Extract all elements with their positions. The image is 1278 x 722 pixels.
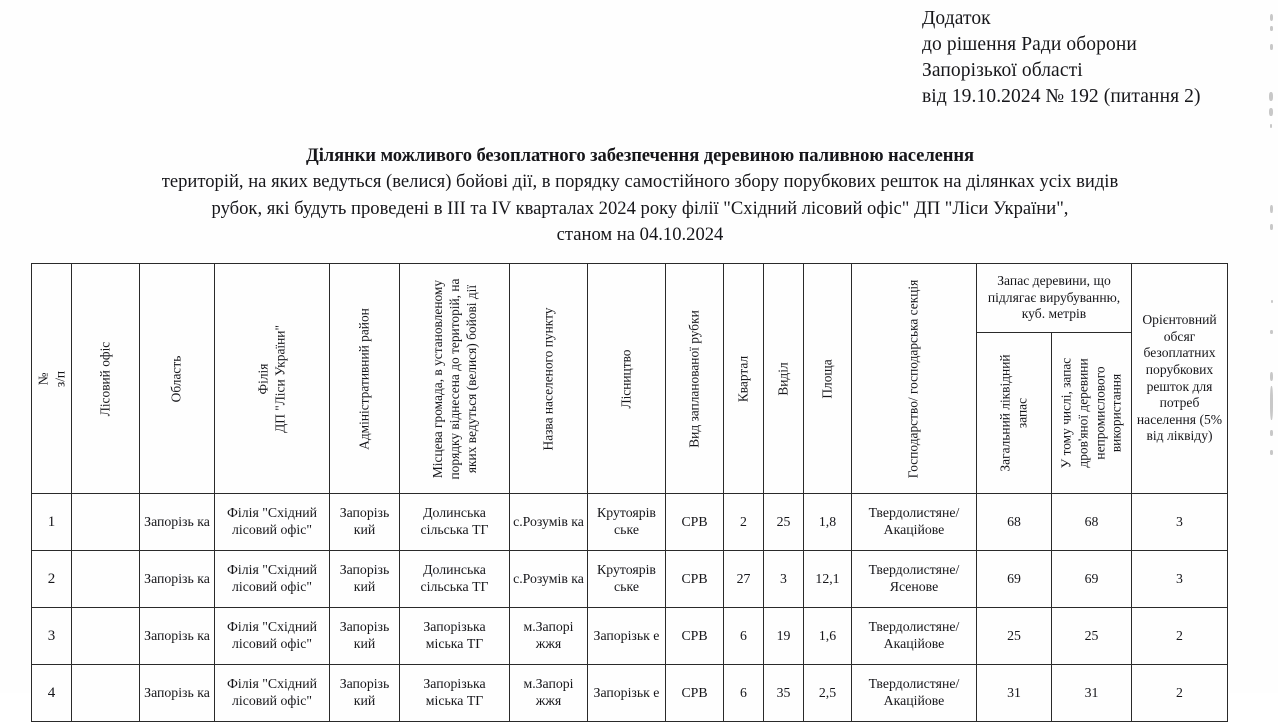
- col-header-branch: [215, 264, 330, 494]
- cell-area: 12,1: [804, 551, 852, 608]
- cell-admin-district: Запорізь кий: [330, 551, 400, 608]
- col-header-plot-label: Виділ: [775, 361, 791, 396]
- cell-stock-total: 31: [977, 665, 1052, 722]
- table-body: [32, 494, 1228, 722]
- table-row: [32, 494, 1228, 551]
- cell-quarter: 6: [724, 665, 764, 722]
- cell-community: Долинська сільська ТГ: [400, 551, 510, 608]
- cell-plot: 19: [764, 608, 804, 665]
- cell-stock-firewood: 69: [1052, 551, 1132, 608]
- col-header-admin-district: [330, 264, 400, 494]
- col-header-economy-section: [852, 264, 977, 494]
- cell-quarter: 27: [724, 551, 764, 608]
- col-header-oblast-label: Область: [168, 355, 184, 402]
- cell-oblast: Запорізь ка: [140, 551, 215, 608]
- col-header-stock-firewood: [1052, 333, 1132, 494]
- addressee-line-3: Запорізької області: [922, 59, 1083, 81]
- cell-stock-total: 25: [977, 608, 1052, 665]
- cell-settlement: с.Розумів ка: [510, 494, 588, 551]
- col-header-stock-group: [977, 264, 1132, 333]
- cell-admin-district: Запорізь кий: [330, 608, 400, 665]
- cell-forest-office: [72, 551, 140, 608]
- col-header-plot: [764, 264, 804, 494]
- cell-plot: 35: [764, 665, 804, 722]
- cell-economy-section: Твердолистяне/ Акацiйове: [852, 608, 977, 665]
- cell-estimated-volume: 3: [1132, 494, 1228, 551]
- col-header-branch-line1: Філія: [255, 363, 271, 394]
- cell-branch: Філія "Східний лісовий офіс": [215, 608, 330, 665]
- col-header-index-line1: №: [34, 372, 50, 385]
- cell-area: 1,6: [804, 608, 852, 665]
- col-header-community: [400, 264, 510, 494]
- cell-forestry: Крутоярів ське: [588, 494, 666, 551]
- cell-settlement: м.Запорі жжя: [510, 608, 588, 665]
- cell-forestry: Запорізьк е: [588, 608, 666, 665]
- cell-community: Запорізька міська ТГ: [400, 665, 510, 722]
- cell-plot: 3: [764, 551, 804, 608]
- col-header-quarter-label: Квартал: [735, 355, 751, 402]
- col-header-forestry: [588, 264, 666, 494]
- cell-community: Долинська сільська ТГ: [400, 494, 510, 551]
- col-header-branch-line2: ДП "Ліси України": [272, 324, 287, 433]
- cell-branch: Філія "Східний лісовий офіс": [215, 665, 330, 722]
- cell-forest-office: [72, 608, 140, 665]
- cell-admin-district: Запорізь кий: [330, 665, 400, 722]
- cell-cut-type: СРВ: [666, 551, 724, 608]
- cell-forest-office: [72, 494, 140, 551]
- cell-economy-section: Твердолистяне/ Ясенове: [852, 551, 977, 608]
- cell-cut-type: СРВ: [666, 665, 724, 722]
- cell-estimated-volume: 3: [1132, 551, 1228, 608]
- cell-estimated-volume: 2: [1132, 665, 1228, 722]
- cell-branch: Філія "Східний лісовий офіс": [215, 494, 330, 551]
- cell-index: 2: [32, 551, 72, 608]
- cell-stock-firewood: 68: [1052, 494, 1132, 551]
- col-header-area-label: Площа: [819, 358, 835, 399]
- col-header-estimated-volume-label: Орієнтовний обсяг безоплатних порубкових решток для потреб населення (5% від ліквіду): [1136, 312, 1223, 444]
- cell-cut-type: СРВ: [666, 494, 724, 551]
- cell-oblast: Запорізь ка: [140, 665, 215, 722]
- col-header-cut-type: [666, 264, 724, 494]
- col-header-area: [804, 264, 852, 494]
- cell-quarter: 2: [724, 494, 764, 551]
- addressee-line-4: від 19.10.2024 № 192 (питання 2): [922, 85, 1201, 107]
- cell-economy-section: Твердолистяне/ Акацiйове: [852, 494, 977, 551]
- cell-community: Запорізька міська ТГ: [400, 608, 510, 665]
- col-header-forest-office: [72, 264, 140, 494]
- title-subline-3: станом на 04.10.2024: [556, 224, 724, 246]
- cell-index: 1: [32, 494, 72, 551]
- cell-index: 4: [32, 665, 72, 722]
- table-row: [32, 551, 1228, 608]
- col-header-forest-office-label: Лісовий офіс: [97, 341, 113, 416]
- col-header-quarter: [724, 264, 764, 494]
- title-subline-1: територій, на яких ведуться (велися) бойові дії, в порядку самостійного збору порубкових решток на ділянках усіх видів: [161, 171, 1119, 193]
- addressee-line-2: до рішення Ради оборони: [922, 33, 1137, 55]
- addressee-line-1: Додаток: [922, 8, 991, 29]
- data-table-wrapper: [31, 263, 1227, 722]
- cell-plot: 25: [764, 494, 804, 551]
- cell-area: 1,8: [804, 494, 852, 551]
- table-row: [32, 665, 1228, 722]
- cell-settlement: м.Запорі жжя: [510, 665, 588, 722]
- cell-index: 3: [32, 608, 72, 665]
- cell-area: 2,5: [804, 665, 852, 722]
- col-header-index: [32, 264, 72, 494]
- cell-stock-total: 68: [977, 494, 1052, 551]
- document-title-block: [40, 143, 1240, 249]
- title-subline-2: рубок, які будуть проведені в III та IV кварталах 2024 року філії "Східний лісовий офіс" ДП "Ліси України",: [211, 197, 1069, 219]
- col-header-economy-section-label: Господарство/ господарська секція: [905, 279, 921, 478]
- cell-cut-type: СРВ: [666, 608, 724, 665]
- col-header-stock-firewood-label: У тому числі, запас дров'яної деревини непромислового використання: [1058, 357, 1124, 469]
- col-header-stock-total-label: Загальний ліквідний запас: [997, 354, 1029, 472]
- cell-stock-firewood: 25: [1052, 608, 1132, 665]
- col-header-settlement-label: Назва населеного пункту: [540, 307, 556, 450]
- col-header-forestry-label: Лісництво: [618, 348, 634, 409]
- cell-stock-total: 69: [977, 551, 1052, 608]
- cell-forestry: Запорізьк е: [588, 665, 666, 722]
- col-header-cut-type-label: Вид запланованої рубки: [686, 309, 702, 448]
- col-header-admin-district-label: Адміністративний район: [356, 307, 372, 450]
- col-header-settlement: [510, 264, 588, 494]
- col-header-index-line2: з/п: [51, 370, 67, 387]
- cell-economy-section: Твердолистяне/ Акацiйове: [852, 665, 977, 722]
- table-head: [32, 264, 1228, 494]
- col-header-oblast: [140, 264, 215, 494]
- document-addressee-block: [922, 6, 1272, 110]
- cell-forestry: Крутоярів ське: [588, 551, 666, 608]
- col-header-community-label: Місцева громада, в установленому порядку віднесена до територій, на яких ведуться (велися) бойові дії: [429, 278, 478, 479]
- cell-quarter: 6: [724, 608, 764, 665]
- col-header-estimated-volume: [1132, 264, 1228, 494]
- cell-oblast: Запорізь ка: [140, 608, 215, 665]
- col-header-stock-total: [977, 333, 1052, 494]
- cell-estimated-volume: 2: [1132, 608, 1228, 665]
- cell-oblast: Запорізь ка: [140, 494, 215, 551]
- cell-settlement: с.Розумів ка: [510, 551, 588, 608]
- page-title: Ділянки можливого безоплатного забезпечення деревиною паливною населення: [306, 145, 974, 166]
- cell-admin-district: Запорізь кий: [330, 494, 400, 551]
- cell-stock-firewood: 31: [1052, 665, 1132, 722]
- cell-branch: Філія "Східний лісовий офіс": [215, 551, 330, 608]
- table-row: [32, 608, 1228, 665]
- cell-forest-office: [72, 665, 140, 722]
- header-row-top: [32, 264, 1228, 333]
- col-header-stock-group-label: Запас деревини, що підлягає вирубуванню, куб. метрів: [987, 273, 1121, 322]
- data-table: [31, 263, 1228, 722]
